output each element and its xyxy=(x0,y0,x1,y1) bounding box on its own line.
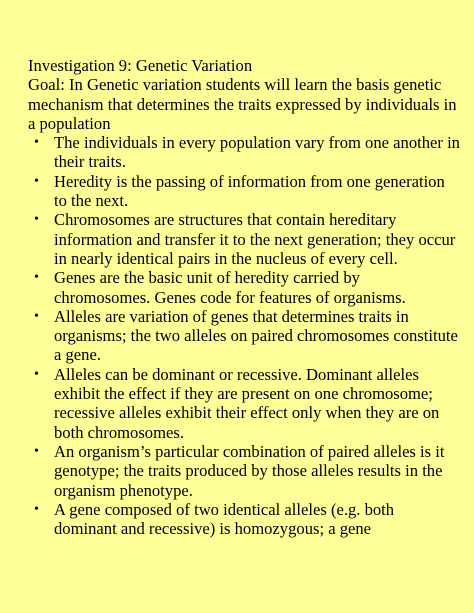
bullet-icon: • xyxy=(34,308,39,324)
list-item-text: Alleles can be dominant or recessive. Dominant alleles exhibit the effect if they are present on one chromosome; recessive alleles exhibit their effect only when they are on both chromosomes. xyxy=(54,364,440,442)
list-item-text: Chromosomes are structures that contain hereditary information and transfer it to the next generation; they occur in nearly identical pairs in the nucleus of every cell. xyxy=(54,210,456,268)
bullet-icon: • xyxy=(34,443,39,459)
bullet-icon: • xyxy=(34,212,39,228)
bullet-icon: • xyxy=(34,135,39,151)
goal-paragraph: Goal: In Genetic variation students will learn the basis genetic mechanism that determines the traits expressed by individuals in a population xyxy=(28,75,457,133)
list-item-text: Genes are the basic unit of heredity carried by chromosomes. Genes code for features of organisms. xyxy=(54,268,406,307)
list-item-text: Alleles are variation of genes that determines traits in organisms; the two alleles on paired chromosomes constitute a gene. xyxy=(54,306,458,365)
list-item-text: A gene composed of two identical alleles (e.g. both dominant and recessive) is homozygous; a gene xyxy=(54,499,395,539)
document-title: Investigation 9: Genetic Variation xyxy=(28,56,253,75)
list-item xyxy=(28,268,460,307)
list-item xyxy=(28,500,460,539)
bullet-list xyxy=(28,133,460,538)
list-item-text: Heredity is the passing of information from one generation to the next. xyxy=(54,171,445,211)
list-item xyxy=(28,172,460,211)
list-item xyxy=(28,307,460,365)
list-item xyxy=(28,365,460,442)
list-item xyxy=(28,442,460,500)
bullet-icon: • xyxy=(34,501,39,517)
bullet-icon: • xyxy=(34,173,39,189)
list-item xyxy=(28,210,460,268)
document-page xyxy=(28,56,460,538)
bullet-icon: • xyxy=(34,366,39,382)
list-item xyxy=(28,133,460,172)
list-item-text: An organism’s particular combination of paired alleles is it genotype; the traits produced by those alleles results in the organism phenotype. xyxy=(54,441,445,500)
bullet-icon: • xyxy=(34,270,39,286)
list-item-text: The individuals in every population vary from one another in their traits. xyxy=(54,133,460,172)
